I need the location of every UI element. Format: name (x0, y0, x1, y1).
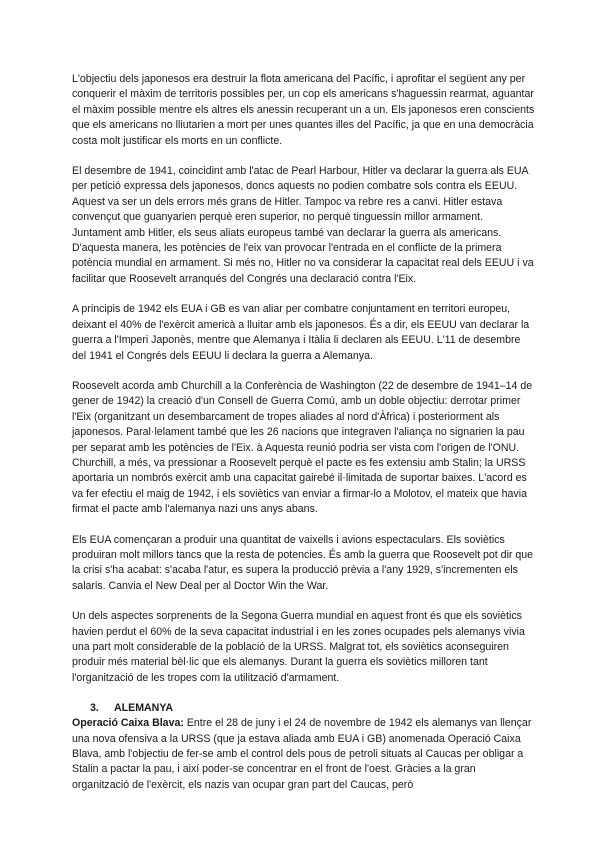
section-title: ALEMANYA (114, 702, 174, 715)
paragraph-lead: Operació Caixa Blava: (72, 717, 184, 730)
section-number: 3. (90, 702, 99, 715)
paragraph-1942-alliance: A principis de 1942 els EUA i GB es van aliar per combatre conjuntament en territori europeu, deixant el 40% de l'exèrcit americà a lluitar amb els japonesos. És a dir, els EEUU van declarar la guerra a l'Imperi Japonès, mentre que Alemanya i Itàlia li declaren als EEUU. L'11 de desembre del 1941 el Congrés dels EEUU li declara la guerra a Alemanya. (72, 303, 530, 362)
paragraph-soviet-industry: Un dels aspectes sorprenents de la Segona Guerra mundial en aquest front és que els soviètics havien perdut el 60% de la seva capacitat industrial i en les zones ocupades pels alemanys vivia una part molt considerable de la població de la URSS. Malgrat tot, els soviètics aconseguiren produir més material bèl·lic que els alemanys. Durant la guerra els soviètics milloren tant l'organització de les tropes com la utilització d'armament. (72, 610, 525, 684)
document-page (72, 72, 535, 808)
paragraph-body: Entre el 28 de juny i el 24 de novembre de 1942 els alemanys van llençar una nova ofensiva a la URSS (que ja estava aliada amb EUA i GB) anomenada Operació Caixa Blava, amb l'objectiu de fer-se amb el control dels pous de petroli situats al Caucas per obligar a Stalin a pactar la pau, i així poder-se concentrar en el front de l'oest. Gràcies a la gran organització de l'exèrcit, els nazis van ocupar gran part del Caucas, però (72, 717, 532, 791)
paragraph-war-production: Els EUA començaran a produir una quantitat de vaixells i avions espectaculars. Els soviètics produiran molt millors tancs que la resta de potencies. És amb la guerra que Roosevelt pot dir que la crisi s'ha acabat: s'acaba l'atur, es supera la producció prèvia a l'any 1929, s'incrementen els salaris. Canvia el New Deal per al Doctor Win the War. (72, 533, 534, 592)
paragraph-hitler-declares-war: El desembre de 1941, coincidint amb l'atac de Pearl Harbour, Hitler va declarar la guerra als EUA per petició expressa dels japonesos, doncs aquests no podien combatre sols contra els EEUU. Aquest va ser un dels errors més grans de Hitler. Tampoc va rebre res a canvi. Hitler estava convençut que guanyarien perquè eren superior, no perquè tinguessin millor armament. Juntament amb Hitler, els seus aliats europeus també van declarar la guerra als americans. D'aquesta manera, les potències de l'eix van provocar l'entrada en el conflicte de la primera potència mundial en armament. Si més no, Hitler no va considerar la capacitat real dels EEUU i va facilitar que Roosevelt arranqués del Congrés una declaració contra l'Eix. (72, 165, 534, 285)
paragraph-japanese-objective: L'objectiu dels japonesos era destruir la flota americana del Pacífic, i aprofitar el següent any per conquerir el màxim de territoris possibles per, un cop els americans s'haguessin rearmat, aguantar el màxim possible mentre els altres els anessin recuperant un a un. Els japonesos eren conscients que els americans no lliutarien a mort per unes quantes illes del Pacífic, ja que en una democràcia costa molt justificar els morts en un conflicte. (72, 73, 535, 147)
section-heading (72, 701, 535, 716)
paragraph-operation-blue (72, 716, 535, 793)
paragraph-washington-conference: Roosevelt acorda amb Churchill a la Conferència de Washington (22 de desembre de 1941–14 de gener de 1942) la creació d'un Consell de Guerra Comú, amb un doble objectiu: derrotar primer l'Eix (organitzant un desembarcament de tropes aliades al nord d'Àfrica) i posteriorment als japonesos. Paral·lelament també que les 26 nacions que integraven l'aliança no signarien la pau per separat amb les potències de l'Eix. à Aquesta reunió podria ser vista com l'origen de l'ONU. Churchill, a més, va pressionar a Roosevelt perquè el pacte es fes extensiu amb Stalin; la URSS aportaria un nombrós exèrcit amb una capacitat gairebé il·limitada de suportar baixes. L'acord es va fer efectiu el maig de 1942, i els soviètics van enviar a firmar-lo a Molotov, el mateix que havia firmat el pacte amb l'alemanya nazi uns anys abans. (72, 379, 533, 516)
